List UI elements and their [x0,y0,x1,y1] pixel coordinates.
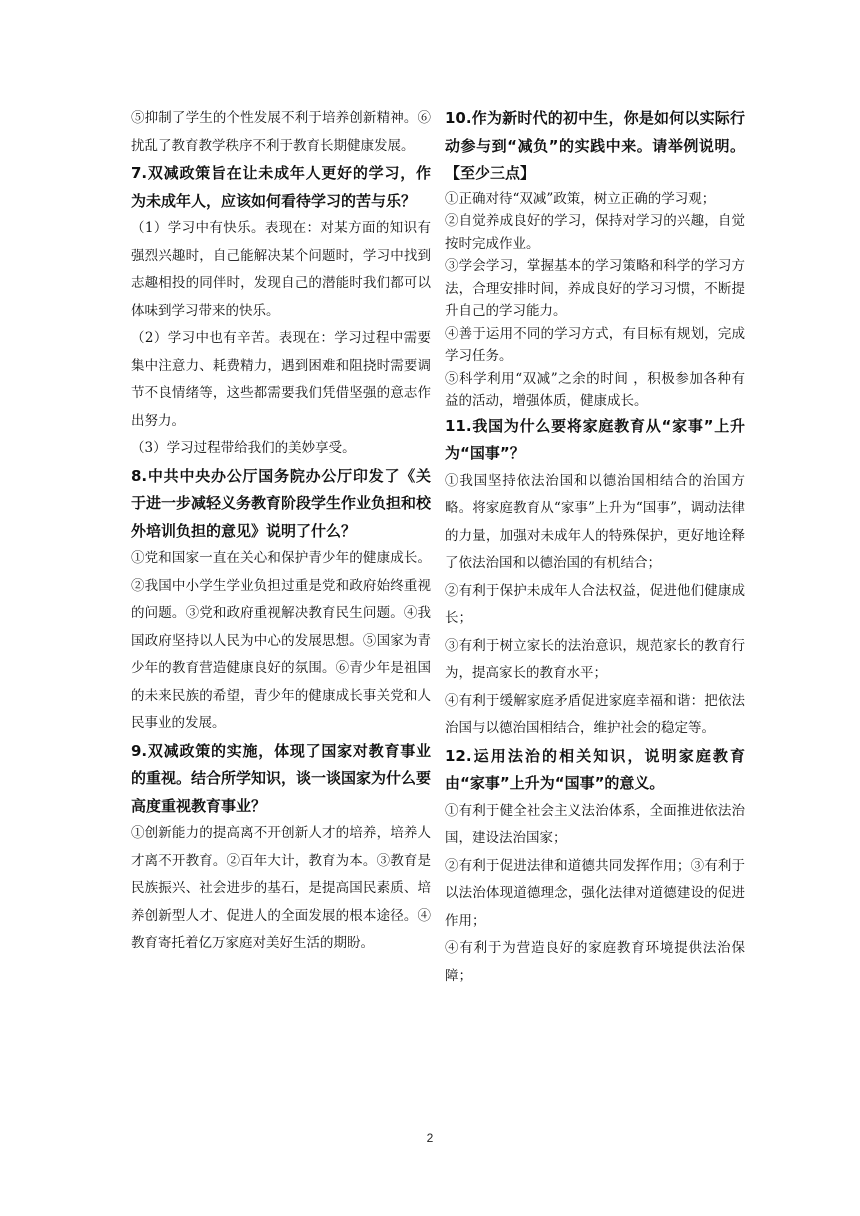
answer-paragraph: ①正确对待“双减”政策，树立正确的学习观； [445,190,716,207]
answer-paragraph: （3）学习过程带给我们的美妙享受。 [131,440,356,456]
answer-paragraph: ②有利于保护未成年人合法权益，促进他们健康成长； [445,582,745,626]
answer-paragraph: ①党和国家一直在关心和保护青少年的健康成长。②我国中小学生学业负担过重是党和政府始终重视的问题。③党和政府重视解决教育民生问题。④我国政府坚持以人民为中心的发展思想。⑤国家为青少年的教育营造健康良好的氛围。⑥青少年是祖国的未来民族的希望，青少年的健康成长事关党和人民事业的发展。 [131,550,431,731]
question-9: 9.双减政策的实施，体现了国家对教育事业的重视。结合所学知识，谈一谈国家为什么要高度重视教育事业？ [131,741,432,815]
answer-paragraph: ④有利于缓解家庭矛盾促进家庭幸福和谐：把依法治国与以德治国相结合，维护社会的稳定等。 [445,692,745,736]
answer-paragraph: ②有利于促进法律和道德共同发挥作用；③有利于以法治体现道德理念，强化法律对道德建设的促进作用； [445,857,745,929]
right-column [445,105,745,990]
answer-paragraph: ①有利于健全社会主义法治体系，全面推进依法治国，建设法治国家； [445,802,745,846]
answer-paragraph: （1）学习中有快乐。表现在：对某方面的知识有强烈兴趣时，自己能解决某个问题时，学习中找到志趣相投的同伴时，发现自己的潜能时我们都可以体味到学习带来的快乐。 [131,220,431,319]
question-7: 7.双减政策旨在让未成年人更好的学习，作为未成年人，应该如何看待学习的苦与乐？ [131,164,431,210]
left-column [131,105,431,958]
answer-paragraph: ④善于运用不同的学习方式，有目标有规划，完成学习任务。 [445,325,745,364]
answer-paragraph: ①我国坚持依法治国和以德治国相结合的治国方略。将家庭教育从“家事”上升为“国事”，调动法律的力量，加强对未成年人的特殊保护，更好地诠释了依法治国和以德治国的有机结合； [445,472,745,571]
answer-paragraph: ⑤抑制了学生的个性发展不利于培养创新精神。⑥扰乱了教育教学秩序不利于教育长期健康发展。 [131,110,431,154]
question-11: 11.我国为什么要将家庭教育从“家事”上升为“国事”？ [445,416,745,462]
answer-paragraph: ①创新能力的提高离不开创新人才的培养，培养人才离不开教育。②百年大计，教育为本。③教育是民族振兴、社会进步的基石，是提高国民素质、培养创新型人才、促进人的全面发展的根本途径。④教育寄托着亿万家庭对美好生活的期盼。 [131,825,431,951]
answer-paragraph: ⑤科学利用“双减”之余的时间 ，积极参加各种有益的活动，增强体质，健康成长。 [445,370,745,409]
answer-paragraph: ④有利于为营造良好的家庭教育环境提供法治保障； [445,940,745,984]
answer-paragraph: ③学会学习，掌握基本的学习策略和科学的学习方法，合理安排时间，养成良好的学习习惯，不断提升自己的学习能力。 [445,258,745,319]
question-12: 12.运用法治的相关知识，说明家庭教育由“家事”上升为“国事”的意义。 [445,746,745,792]
question-8: 8.中共中央办公厅国务院办公厅印发了《关于进一步减轻义务教育阶段学生作业负担和校外培训负担的意见》说明了什么？ [131,466,432,540]
answer-paragraph: ②自觉养成良好的学习，保持对学习的兴趣，自觉按时完成作业。 [445,213,745,252]
page-number: 2 [426,1131,434,1145]
answer-paragraph: （2）学习中也有辛苦。表现在：学习过程中需要集中注意力、耗费精力，遇到困难和阻挠时需要调节不良情绪等，这些都需要我们凭借坚强的意志作出努力。 [131,330,431,429]
question-10: 10.作为新时代的初中生，你是如何以实际行动参与到“减负”的实践中来。请举例说明。【至少三点】 [445,109,745,182]
answer-paragraph: ③有利于树立家长的法治意识，规范家长的教育行为，提高家长的教育水平； [445,637,745,681]
